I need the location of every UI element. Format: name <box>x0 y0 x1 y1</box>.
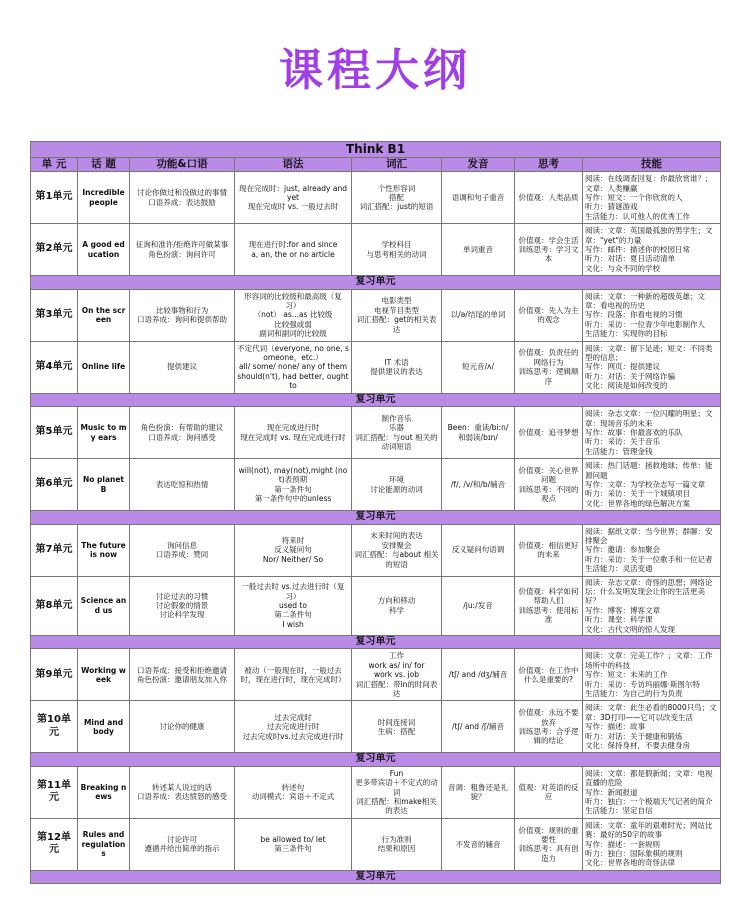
unit-cell: 第8单元 <box>31 576 78 635</box>
topic-cell: On the screen <box>78 289 130 341</box>
review-row <box>31 276 721 290</box>
vocab-cell: 行为准则 结果和原因 <box>352 818 442 870</box>
grammar-cell: 现在完成进行时 现在完成时 vs. 现在完成进行时 <box>235 407 352 459</box>
unit-cell: 第1单元 <box>31 172 78 224</box>
header-grammar: 语法 <box>235 158 352 172</box>
topic-cell: Music to my ears <box>78 407 130 459</box>
unit-row <box>31 224 721 276</box>
book-title: Think B1 <box>31 142 721 158</box>
review-row <box>31 635 721 649</box>
vocab-cell: 电影类型 电视节目类型 词汇搭配：get的相关表达 <box>352 289 442 341</box>
grammar-cell: 过去完成时 过去完成进行时 过去完成时vs.过去完成进行时 <box>235 701 352 753</box>
think-cell: 价值观：科学如何帮助人们 训练思考：使用标准 <box>515 576 583 635</box>
think-cell: 价值观：关心世界问题 训练思考：不同的观点 <box>515 459 583 511</box>
skills-cell: 阅读：文章：完美工作？；文章：工作场所中的科技 写作：短文：未来的工作 听力：采访：专访玛丽娜·斯图尔特 生活能力：为自己的行为负责 <box>583 649 721 701</box>
skills-cell: 阅读：热门话题：拯救地球；传单：能源问题 写作：文章：为学校杂志写一篇文章 听力：采访：关于一个城镇项目 文化：世界各地的绿色解决方案 <box>583 459 721 511</box>
skills-cell: 阅读：杂志文章：一位闪耀的明星；文章：现场音乐的未来 写作：故事：你最喜欢的乐队 听力：采访：关于音乐 生活能力：管理金钱 <box>583 407 721 459</box>
unit-row <box>31 289 721 341</box>
topic-cell: A good education <box>78 224 130 276</box>
unit-cell: 第10单元 <box>31 701 78 753</box>
function-cell: 表达吃惊和热情 <box>130 459 235 511</box>
function-cell: 讨论过去的习惯 讨论假象的情景 讨论科学发现 <box>130 576 235 635</box>
think-cell: 价值观：在工作中什么是重要的? <box>515 649 583 701</box>
unit-cell: 第2单元 <box>31 224 78 276</box>
unit-row <box>31 407 721 459</box>
review-label: 复习单元 <box>31 393 721 407</box>
syllabus-body <box>31 142 721 884</box>
function-cell: 口语养成：接受和拒绝邀请 角色扮演：邀请朋友加入你 <box>130 649 235 701</box>
think-cell: 价值观：规则的重要性 训练思考：具有创造力 <box>515 818 583 870</box>
pron-cell: /tʃ/ and /ʃ/辅音 <box>442 701 515 753</box>
skills-cell: 阅读：文章：此生必看的8000只鸟；文章：3D打印——它可以改变生活 写作：描述：故事 听力：对话：关于健康和锻炼 文化：保持身材，不要去健身房 <box>583 701 721 753</box>
think-cell: 价值观：人类品质 <box>515 172 583 224</box>
unit-row <box>31 172 721 224</box>
syllabus-table-wrap <box>30 141 720 884</box>
topic-cell: Breaking news <box>78 766 130 818</box>
header-pron: 发音 <box>442 158 515 172</box>
skills-cell: 阅读：文章：都是假新闻；文章：电视直播的危险 写作：新闻报道 听力：独白：一个极端天气记者的简介 生活能力：坚定自信 <box>583 766 721 818</box>
topic-cell: Rules and regulations <box>78 818 130 870</box>
function-cell: 讨论你做过和没做过的事情 口语养成：表达鼓励 <box>130 172 235 224</box>
review-label: 复习单元 <box>31 276 721 290</box>
grammar-cell: be allowed to/ let 第三条件句 <box>235 818 352 870</box>
think-cell: 价值观：负责任的网络行为 训练思考：逻辑顺序 <box>515 341 583 393</box>
topic-cell: Science and us <box>78 576 130 635</box>
function-cell: 转述某人说过的话 口语养成：表达愤怒的感受 <box>130 766 235 818</box>
header-unit: 单 元 <box>31 158 78 172</box>
skills-cell: 阅读：文章：英国最孤独的男学生；文章："yet"的力量 写作：邮件：描述你的校园日常 听力：对话：夏日活动清单 文化：与众不同的学校 <box>583 224 721 276</box>
header-think: 思考 <box>515 158 583 172</box>
review-label: 复习单元 <box>31 511 721 525</box>
vocab-cell: Fun 更多带宾语＋不定式的动词 词汇搭配：和make相关的表达 <box>352 766 442 818</box>
unit-row <box>31 576 721 635</box>
topic-cell: Working week <box>78 649 130 701</box>
vocab-cell: 学校科目 与思考相关的动词 <box>352 224 442 276</box>
grammar-cell: 将来时 反义疑问句 Nor/ Neither/ So <box>235 524 352 576</box>
unit-cell: 第12单元 <box>31 818 78 870</box>
unit-cell: 第9单元 <box>31 649 78 701</box>
review-row <box>31 511 721 525</box>
header-topic: 话 题 <box>78 158 130 172</box>
function-cell: 角色扮演：有帮助的建议 口语养成：询问感受 <box>130 407 235 459</box>
unit-row <box>31 818 721 870</box>
grammar-cell: 形容词的比较级和最高级（复习） （not） as...as 比较级 比较强或弱 副词和副词的比较级 <box>235 289 352 341</box>
topic-cell: No planet B <box>78 459 130 511</box>
header-function: 功能&口语 <box>130 158 235 172</box>
review-label: 复习单元 <box>31 870 721 884</box>
pron-cell: 单词重音 <box>442 224 515 276</box>
grammar-cell: 现在完成时：just, already and yet 现在完成时 vs. 一般过去时 <box>235 172 352 224</box>
think-cell: 价值观：相信更好的未来 <box>515 524 583 576</box>
skills-cell: 阅读：文章：一种新的超级英雄；文章：看电视的历史 写作：段落：你看电视的习惯 听力：采访：一位青少年电影制作人 生活能力：实现你的目标 <box>583 289 721 341</box>
pron-cell: 音调：粗鲁还是礼貌？ <box>442 766 515 818</box>
function-cell: 征询和准许/拒绝许可做某事 角色扮演：询问许可 <box>130 224 235 276</box>
pron-cell: 以/ə/结尾的单词 <box>442 289 515 341</box>
header-skills: 技能 <box>583 158 721 172</box>
unit-row <box>31 649 721 701</box>
function-cell: 比较事物和行为 口语养成：询问和提供帮助 <box>130 289 235 341</box>
think-cell: 价值观：先入为主的观念 <box>515 289 583 341</box>
topic-cell: The future is now <box>78 524 130 576</box>
think-cell: 价值观：学会生活 训练思考：学习文本 <box>515 224 583 276</box>
unit-row <box>31 701 721 753</box>
unit-cell: 第7单元 <box>31 524 78 576</box>
review-label: 复习单元 <box>31 635 721 649</box>
header-vocab: 词汇 <box>352 158 442 172</box>
unit-row <box>31 766 721 818</box>
unit-cell: 第11单元 <box>31 766 78 818</box>
function-cell: 讨论你的健康 <box>130 701 235 753</box>
pron-cell: /tʃ/ and /dʒ/辅音 <box>442 649 515 701</box>
vocab-cell: 方向和移动 科学 <box>352 576 442 635</box>
skills-cell: 阅读：在线调查回复：你最欣赏谁？；文章：人类赚赢 写作：短文：一个你欣赏的人 听力：猜谜游戏 生活能力：认可他人的优秀工作 <box>583 172 721 224</box>
grammar-cell: 现在进行时:for and since a, an, the or no article <box>235 224 352 276</box>
review-label: 复习单元 <box>31 753 721 767</box>
think-cell: 值观：对英语的反应 <box>515 766 583 818</box>
vocab-cell: 时间连接词 生病：搭配 <box>352 701 442 753</box>
pron-cell: 短元音/ʌ/ <box>442 341 515 393</box>
grammar-cell: 一般过去时 vs.过去进行时（复习） used to 第二条件句 I wish <box>235 576 352 635</box>
vocab-cell: 制作音乐 乐器 词汇搭配：与out 相关的动词短语 <box>352 407 442 459</box>
skills-cell: 阅读：据纸文章：当今世界；群聊：安排聚会 写作：邀请：参加聚会 听力：采访：关于一位歌手和一位记者 生活能力：灵活变通 <box>583 524 721 576</box>
grammar-cell: 不定代词（everyone, no one, someone，etc.） all/ some/ none/ any of them should(n't), had better, ought to <box>235 341 352 393</box>
function-cell: 提供建议 <box>130 341 235 393</box>
skills-cell: 阅读：文章：留下足迹；短文：不同类型的信息； 写作：网页：提供建议 听力：对话：关于网络诈骗 文化：阅读是如何改变的 <box>583 341 721 393</box>
think-cell: 价值观：追寻梦想 <box>515 407 583 459</box>
topic-cell: Mind and body <box>78 701 130 753</box>
topic-cell: Online life <box>78 341 130 393</box>
think-cell: 价值观：永远不要放弃 训练思考：合乎逻辑的结论 <box>515 701 583 753</box>
vocab-cell: 个性形容词 搭配 词汇搭配：just的短语 <box>352 172 442 224</box>
vocab-cell: 未来时间的表达 安排聚会 词汇搭配：与about 相关的短语 <box>352 524 442 576</box>
pron-cell: 不发音的辅音 <box>442 818 515 870</box>
grammar-cell: 被动（一般现在时，一般过去时，现在进行时，现在完成时） <box>235 649 352 701</box>
unit-row <box>31 524 721 576</box>
unit-cell: 第3单元 <box>31 289 78 341</box>
skills-cell: 阅读：杂志文章：奇怪的思想；网络论坛：什么发明发现会让你的生活更美好？ 写作：博客：博客文章 听力：课堂：科学课 文化：古代文明的惊人发现 <box>583 576 721 635</box>
vocab-cell: IT 术语 提供建议的表达 <box>352 341 442 393</box>
vocab-cell: 环境 讨论能源的动词 <box>352 459 442 511</box>
function-cell: 询问信息 口语养成：赞同 <box>130 524 235 576</box>
pron-cell: /juː/发音 <box>442 576 515 635</box>
pron-cell: 反义疑问句语调 <box>442 524 515 576</box>
function-cell: 讨论许可 遵循并给出简单的指示 <box>130 818 235 870</box>
unit-row <box>31 341 721 393</box>
unit-cell: 第6单元 <box>31 459 78 511</box>
grammar-cell: will(not), may(not),might (not)表预期 第一条件句 第一条件句中的unless <box>235 459 352 511</box>
review-row <box>31 393 721 407</box>
pron-cell: Been：重读/biːn/和弱读/bɪn/ <box>442 407 515 459</box>
grammar-cell: 转述句 动词模式：宾语＋不定式 <box>235 766 352 818</box>
page-title: 课程大纲 <box>279 45 471 96</box>
skills-cell: 阅读：文章：童年的艰难时光；网站比赛：最好的50字的故事 写作：描述：一套规则 听力：独白：国际象棋的规则 文化：世界各地的奇怪法律 <box>583 818 721 870</box>
unit-row <box>31 459 721 511</box>
unit-cell: 第4单元 <box>31 341 78 393</box>
syllabus-table <box>30 141 721 884</box>
review-row <box>31 870 721 884</box>
pron-cell: 语调和句子重音 <box>442 172 515 224</box>
header-row <box>31 158 721 172</box>
vocab-cell: 工作 work as/ in/ for work vs. job 词汇搭配：带in的时间表达 <box>352 649 442 701</box>
unit-cell: 第5单元 <box>31 407 78 459</box>
book-banner-row <box>31 142 721 158</box>
review-row <box>31 753 721 767</box>
topic-cell: Incredible people <box>78 172 130 224</box>
pron-cell: /f/, /v/和/b/辅音 <box>442 459 515 511</box>
